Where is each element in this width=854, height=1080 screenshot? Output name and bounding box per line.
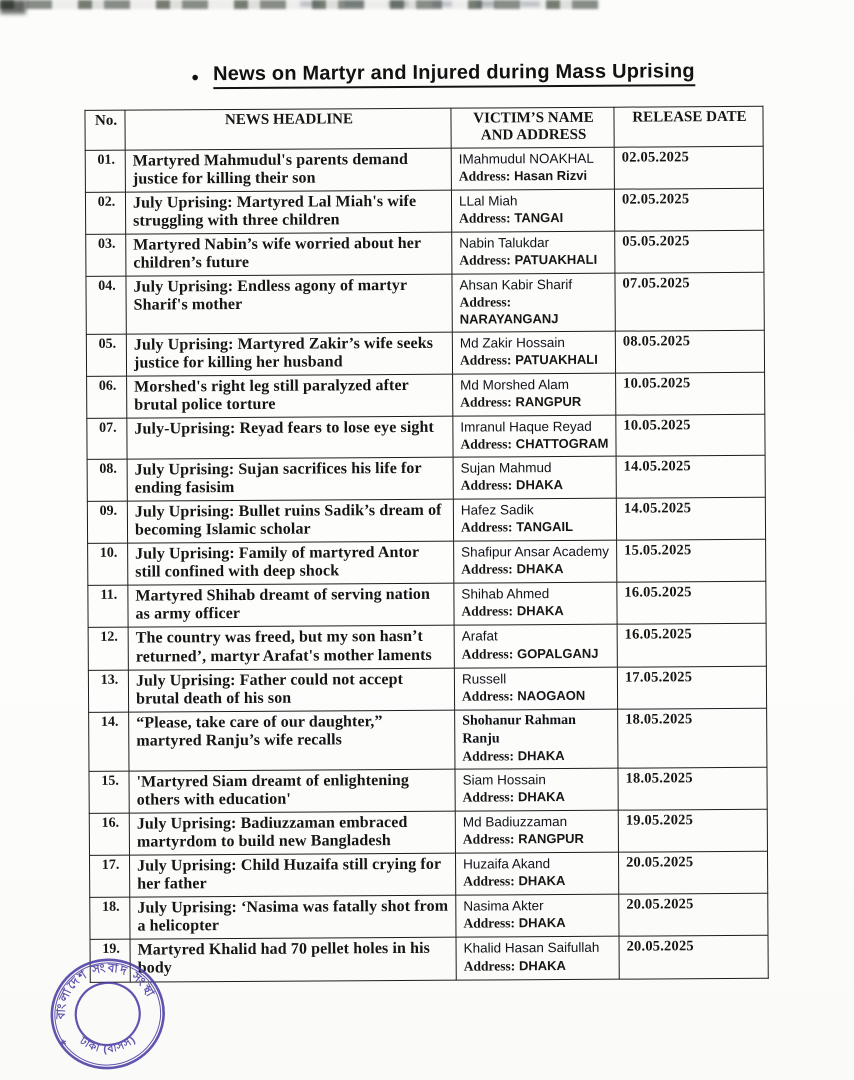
address-value: DHAKA <box>517 748 565 764</box>
address-label: Address: <box>459 294 512 310</box>
address-label: Address: <box>461 688 514 704</box>
bullet-icon: ● <box>191 68 200 84</box>
table-row <box>87 372 765 418</box>
scan-corner-smudge <box>0 0 26 14</box>
release-date: 17.05.2025 <box>617 666 766 709</box>
news-headline: July Uprising: Martyred Lal Miah's wife struggling with three children <box>125 190 451 234</box>
table-row <box>85 146 763 192</box>
victim-address <box>463 788 613 806</box>
row-number: 07. <box>87 418 127 459</box>
address-label: Address: <box>463 915 515 932</box>
address-value: DHAKA <box>518 915 566 931</box>
table-row <box>87 414 765 459</box>
victim-name: Huzaifa Akand <box>463 856 551 872</box>
victim-address <box>463 872 613 890</box>
row-number: 16. <box>89 813 129 855</box>
release-date: 10.05.2025 <box>616 372 765 415</box>
row-number: 13. <box>88 670 128 712</box>
table-row <box>88 624 766 670</box>
victim-address <box>460 351 610 369</box>
news-headline: Martyred Khalid had 70 pellet holes in his body <box>130 938 456 982</box>
row-number: 14. <box>89 712 129 771</box>
news-headline: July-Uprising: Reyad fears to lose eye sight <box>127 416 453 459</box>
row-number: 17. <box>89 855 129 897</box>
table-row <box>85 188 763 234</box>
victim-cell <box>454 582 617 625</box>
victim-cell <box>455 852 618 895</box>
address-value: NAOGAON <box>517 687 586 704</box>
stamp-bottom-arc-text: ঢাকা (বাসস) <box>77 1033 139 1056</box>
address-value: TANGAI <box>514 209 564 226</box>
news-headline: July Uprising: Badiuzzaman embraced martyrdom to build new Bangladesh <box>129 811 455 855</box>
release-date: 02.05.2025 <box>614 188 763 231</box>
table-row <box>89 708 767 771</box>
news-headline: July Uprising: Child Huzaifa still crying for her father <box>129 853 455 897</box>
address-label: Address: <box>460 477 513 493</box>
table-row <box>90 894 768 940</box>
news-headline: July Uprising: Sujan sacrifices his life for ending fasisim <box>127 457 453 501</box>
victim-name: Shihab Ahmed <box>461 586 550 602</box>
victim-cell <box>455 810 618 853</box>
address-value: GOPALGANJ <box>517 645 599 661</box>
row-number: 10. <box>88 543 128 585</box>
news-headline: Morshed's right leg still paralyzed after brutal police torture <box>127 374 453 418</box>
release-date: 10.05.2025 <box>616 414 765 456</box>
column-header-victim: VICTIM’S NAME AND ADDRESS <box>451 107 614 148</box>
address-value: PATUAKHALI <box>514 251 598 268</box>
news-headline: Martyred Nabin’s wife worried about her children’s future <box>126 232 452 276</box>
address-value: DHAKA <box>517 788 565 805</box>
victim-name: Sujan Mahmud <box>460 459 552 476</box>
victim-address <box>464 956 614 974</box>
table-row <box>86 330 764 376</box>
victim-cell <box>452 273 615 332</box>
victim-cell <box>454 625 617 668</box>
victim-cell <box>453 498 616 541</box>
row-number: 03. <box>86 234 126 276</box>
address-label: Address: <box>461 561 513 577</box>
victim-address <box>463 914 613 932</box>
victim-name: Ahsan Kabir Sharif <box>459 277 573 293</box>
victim-name: Russell <box>461 670 507 687</box>
victim-name: Md Zakir Hossain <box>459 334 565 351</box>
table-row <box>86 230 764 276</box>
news-headline: July Uprising: Family of martyred Antor still confined with deep shock <box>128 541 454 585</box>
victim-cell <box>453 456 616 499</box>
victim-name: Arafat <box>461 628 498 645</box>
table-row <box>88 582 766 628</box>
victim-cell <box>454 667 617 710</box>
victim-name: IMahmudul NOAKHAL <box>458 150 594 167</box>
victim-address <box>462 686 612 704</box>
victim-address <box>463 830 613 848</box>
row-number: 06. <box>87 376 127 418</box>
stamp-star-icon: * <box>59 1036 69 1055</box>
address-label: Address: <box>462 748 514 764</box>
title-row <box>191 60 695 89</box>
row-number: 02. <box>85 192 125 234</box>
table-row <box>86 272 764 334</box>
svg-text:ঢাকা (বাসস) <box>75 1022 140 1064</box>
news-headline: The country was freed, but my son hasn’t returned’, martyr Arafat's mother laments <box>128 626 454 670</box>
address-label: Address: <box>461 645 514 662</box>
release-date: 02.05.2025 <box>614 146 763 189</box>
row-number: 11. <box>88 585 128 627</box>
victim-name: Shohanur Rahman Ranju <box>462 712 576 747</box>
release-date: 08.05.2025 <box>615 330 764 373</box>
address-value: DHAKA <box>516 561 564 577</box>
row-number: 05. <box>86 334 126 376</box>
address-label: Address: <box>463 873 515 889</box>
victim-name: Nasima Akter <box>463 898 544 914</box>
news-table-header <box>85 106 763 150</box>
victim-address <box>459 166 609 184</box>
address-value: Hasan Rizvi <box>514 167 588 184</box>
news-headline: Martyred Mahmudul's parents demand justice for killing their son <box>125 148 451 192</box>
address-value: RANGPUR <box>515 394 582 410</box>
victim-address <box>461 602 611 620</box>
address-value: TANGAIL <box>516 519 574 535</box>
victim-cell <box>453 373 616 416</box>
row-number: 15. <box>89 771 129 813</box>
victim-address <box>459 209 609 227</box>
victim-address <box>460 435 610 453</box>
table-row <box>89 851 767 897</box>
news-headline: July Uprising: Bullet ruins Sadik’s dream of becoming Islamic scholar <box>127 499 453 543</box>
release-date: 16.05.2025 <box>617 624 766 667</box>
address-label: Address: <box>460 394 512 410</box>
address-value: DHAKA <box>518 957 566 973</box>
address-value: PATUAKHALI <box>515 351 598 368</box>
address-label: Address: <box>463 957 516 974</box>
column-header-date: RELEASE DATE <box>614 106 763 147</box>
release-date: 05.05.2025 <box>615 230 764 273</box>
address-value: DHAKA <box>516 603 564 619</box>
address-label: Address: <box>461 603 514 620</box>
table-row <box>89 767 767 813</box>
table-row <box>87 497 765 543</box>
table-row <box>88 539 766 585</box>
victim-name: Md Badiuzzaman <box>462 813 568 830</box>
release-date: 07.05.2025 <box>615 272 764 331</box>
table-row <box>90 936 768 982</box>
victim-cell <box>452 331 615 374</box>
victim-cell <box>451 189 614 232</box>
victim-name: Hafez Sadik <box>460 502 534 518</box>
address-label: Address: <box>459 210 511 226</box>
release-date: 20.05.2025 <box>619 894 768 937</box>
victim-cell <box>456 894 619 937</box>
victim-cell <box>456 937 619 980</box>
table-row <box>87 455 765 501</box>
victim-cell <box>454 540 617 583</box>
row-number: 19. <box>90 940 130 982</box>
victim-address <box>461 476 611 494</box>
address-value: DHAKA <box>515 476 564 493</box>
victim-address <box>461 518 611 536</box>
address-label: Address: <box>462 831 515 847</box>
victim-name: Nabin Talukdar <box>459 234 550 251</box>
release-date: 15.05.2025 <box>617 539 766 582</box>
victim-address <box>462 747 612 765</box>
victim-address <box>460 393 610 411</box>
row-number: 04. <box>86 276 126 334</box>
row-number: 18. <box>90 897 130 939</box>
table-row <box>88 666 766 712</box>
column-header-no: No. <box>85 110 125 150</box>
news-headline: Martyred Shihab dreamt of serving nation as army officer <box>128 583 454 627</box>
news-headline: July Uprising: Father could not accept brutal death of his son <box>128 668 454 712</box>
victim-cell <box>453 415 616 457</box>
address-label: Address: <box>458 168 511 184</box>
victim-cell <box>455 768 618 811</box>
row-number: 12. <box>88 628 128 670</box>
address-label: Address: <box>459 252 511 268</box>
news-headline: July Uprising: ‘Nasima was fatally shot from a helicopter <box>130 895 456 939</box>
victim-name: LLal Miah <box>458 193 518 209</box>
row-number: 09. <box>87 501 127 543</box>
release-date: 19.05.2025 <box>618 809 767 852</box>
release-date: 20.05.2025 <box>619 936 768 979</box>
release-date: 14.05.2025 <box>616 455 765 498</box>
release-date: 14.05.2025 <box>616 497 765 540</box>
news-headline: July Uprising: Endless agony of martyr Sharif's mother <box>126 274 452 334</box>
victim-name: Shafipur Ansar Academy <box>461 543 610 560</box>
news-table <box>84 106 768 983</box>
release-date: 16.05.2025 <box>617 582 766 625</box>
news-headline: 'Martyred Siam dreamt of enlightening others with education' <box>129 769 455 813</box>
row-number: 01. <box>85 150 125 192</box>
victim-address <box>461 560 611 578</box>
victim-address <box>462 644 612 662</box>
news-headline: July Uprising: Martyred Zakir’s wife seeks justice for killing her husband <box>126 332 452 376</box>
victim-name: Md Morshed Alam <box>460 376 569 393</box>
address-value: DHAKA <box>518 873 566 889</box>
row-number: 08. <box>87 459 127 501</box>
address-value: RANGPUR <box>518 830 584 847</box>
release-date: 18.05.2025 <box>618 708 767 768</box>
table-row <box>89 809 767 855</box>
victim-cell <box>455 709 618 769</box>
victim-name: Imranul Haque Reyad <box>460 418 592 435</box>
address-label: Address: <box>460 436 513 452</box>
page-title: News on Martyr and Injured during Mass Uprising <box>213 60 695 89</box>
news-headline: “Please, take care of our daughter,” martyred Ranju’s wife recalls <box>129 710 455 771</box>
address-label: Address: <box>459 352 512 368</box>
victim-name: Khalid Hasan Saifullah <box>463 940 600 957</box>
address-value: NARAYANGANJ <box>459 311 559 327</box>
victim-name: Siam Hossain <box>462 771 546 788</box>
stamp-top-arc-text: বাংলাদেশ সংবাদ সংস্থা <box>53 960 158 1020</box>
victim-cell <box>452 231 615 274</box>
scan-bleed-artifact-2 <box>300 1 560 7</box>
release-date: 18.05.2025 <box>618 767 767 810</box>
address-label: Address: <box>462 789 515 805</box>
victim-cell <box>451 147 614 190</box>
victim-address <box>460 293 610 329</box>
news-table-body <box>85 146 768 982</box>
release-date: 20.05.2025 <box>618 851 767 894</box>
column-header-headline: NEWS HEADLINE <box>125 108 451 150</box>
victim-address <box>459 251 609 269</box>
address-label: Address: <box>460 519 513 535</box>
address-value: CHATTOGRAM <box>515 436 609 452</box>
